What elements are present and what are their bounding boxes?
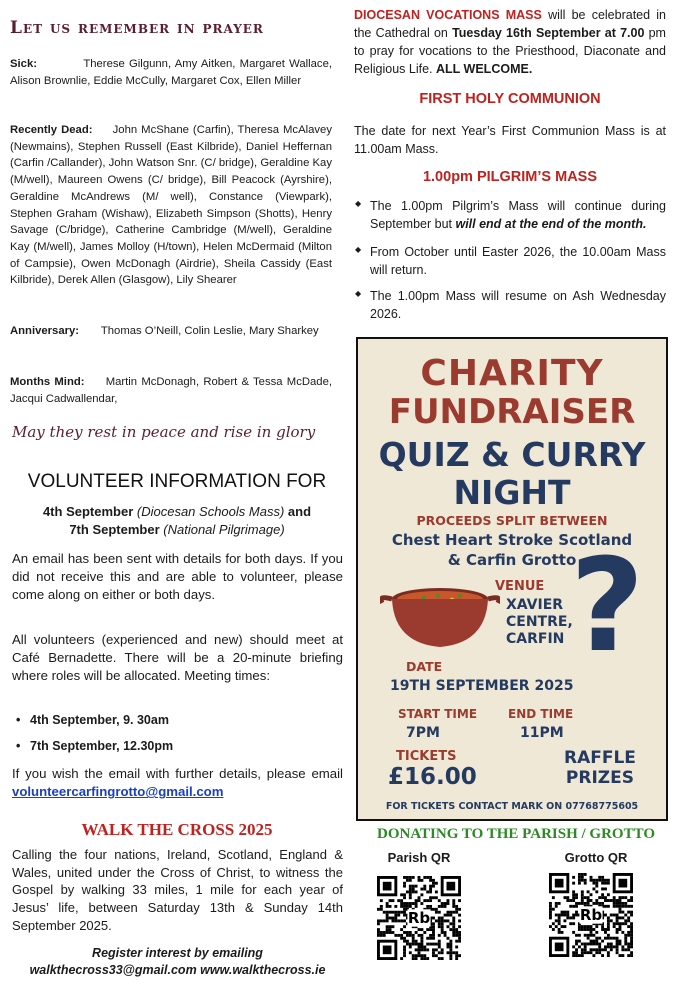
pilgrim-bullet-2: ◆ From October until Easter 2026, the 10.00am Mass will return. (370, 243, 666, 279)
walk-cross-body: Calling the four nations, Ireland, Scotland, England & Wales, united under the Cross of Christ, to witness the Gospel by walking 33 miles, 1 mile for each year of Jesus’ life, between Saturday 13th & Sunday 14th September 2025. (12, 847, 343, 933)
sick-list (10, 56, 332, 89)
poster-raffle-line-2: PRIZES (565, 767, 634, 788)
volunteer-para-3 (12, 765, 343, 801)
anniversary-label: Anniversary: (10, 325, 80, 337)
volunteer-date-2-note: (National Pilgrimage) (163, 522, 285, 538)
poster-date-label: DATE (406, 659, 443, 674)
first-communion-heading: FIRST HOLY COMMUNION (419, 91, 601, 107)
question-mark-graphic: ? (570, 532, 645, 681)
recently-dead-names: John McShane (Carfin), Theresa McAlavey (Newmains), Stephen Russell (East Kilbride), Daniel Heffernan (Carfin /Callander), John Watson Snr. (C/ bridge), Geraldine Kay (M/well), Maureen Owens (C/ bridge), Bill Peacock (Ayrshire), Geraldine McAndrews (M/ well), Constance (Viewpark), Stephen Graham (Wishaw), Elizabeth Simpson (Shotts), Henry Savage (C/bridge), Catherine Cambridge (M/well), Geraldine Kay (M/well), James Molloy (H/town), Helen McDermaid (Milton of Campsie), Owen McDonagh (Airdrie), Sheila Cassidy (East Kilbride), Derek Allen (Glasgow), Lily Shearer (10, 124, 332, 287)
poster-raffle-line-1: RAFFLE (564, 748, 636, 768)
vocations-text-1: will be celebrated in the Cathedral on (354, 8, 666, 40)
meeting-time-1: • 4th September, 9. 30am (30, 713, 169, 727)
recently-dead-list (10, 122, 332, 289)
anniversary-list (10, 323, 332, 340)
poster-raffle (564, 749, 636, 788)
walk-register-line-2: walkthecross33@gmail.com www.walkthecross.ie (29, 962, 326, 977)
poster-proceeds: PROCEEDS SPLIT BETWEEN (416, 513, 608, 528)
volunteer-email-link[interactable]: volunteercarfingrotto@gmail.com (12, 784, 224, 800)
poster-tickets-label: TICKETS (396, 749, 457, 764)
fundraiser-poster (356, 337, 668, 821)
months-mind-label: Months Mind: (10, 376, 85, 388)
anniversary-names: Thomas O’Neill, Colin Leslie, Mary Sharkey (100, 325, 319, 337)
poster-quiz-curry: QUIZ & CURRY (378, 435, 646, 474)
walk-register-line-1: Register interest by emailing (92, 946, 263, 960)
poster-night: NIGHT (453, 473, 571, 512)
vocations-welcome: ALL WELCOME. (436, 62, 533, 76)
vocations-text-2: pm to pray for vocations to the Priesthood, Diaconate and Religious Life. (354, 26, 666, 76)
poster-venue-line-2: CENTRE, (506, 614, 573, 631)
sick-label: Sick: (10, 58, 38, 70)
poster-venue-label: VENUE (495, 579, 545, 594)
poster-start-label: START TIME (398, 707, 478, 721)
poster-charity: CHARITY (420, 353, 604, 394)
volunteer-dates (10, 503, 344, 539)
grotto-qr-code[interactable] (549, 873, 633, 957)
walk-cross-heading: WALK THE CROSS 2025 (81, 820, 273, 839)
pilgrim-bullet-3: ◆ The 1.00pm Mass will resume on Ash Wednesday 2026. (370, 287, 666, 323)
sick-names: Therese Gilgunn, Amy Aitken, Margaret Wallace, Alison Brownlie, Eddie McCully, Margaret Cox, Ellen Miller (10, 58, 332, 87)
poster-venue-line-1: XAVIER (506, 597, 564, 613)
grotto-qr-label: Grotto QR (564, 850, 628, 865)
vocations-title: DIOCESAN VOCATIONS MASS (354, 8, 542, 22)
poster-venue (506, 597, 573, 648)
poster-venue-line-3: CARFIN (506, 631, 565, 648)
parish-qr-code[interactable] (377, 876, 461, 960)
volunteer-heading: VOLUNTEER INFORMATION FOR (27, 471, 327, 492)
months-mind-names: Martin McDonagh, Robert & Tessa McDade, Jacqui Cadwallendar, (10, 376, 332, 405)
walk-register (12, 945, 343, 978)
curry-pot-icon (380, 585, 500, 655)
pilgrim-mass-heading: 1.00pm PILGRIM’S MASS (422, 169, 598, 185)
volunteer-date-1-note: (Diocesan Schools Mass) (136, 504, 285, 519)
parish-qr-label: Parish QR (387, 850, 451, 865)
volunteer-and: and (287, 504, 312, 519)
vocations-date: Tuesday 16th September at 7.00 (452, 26, 645, 40)
prayer-heading: Let us remember in prayer (10, 18, 264, 38)
poster-start-time: 7PM (406, 725, 440, 741)
qr-center-logo: Rb (407, 908, 431, 927)
poster-fundraiser: FUNDRAISER (388, 392, 636, 432)
volunteer-para-2: All volunteers (experienced and new) should meet at Café Bernadette. There will be a 20-minute briefing where roles will be allocated. Meeting times: (12, 632, 343, 684)
volunteer-para-1: An email has been sent with details for both days. If you did not receive this and are able to volunteer, please come along on either or both days. (12, 551, 343, 603)
poster-charity-2: & Carfin Grotto (447, 551, 577, 569)
rest-in-peace-line: May they rest in peace and rise in glory (12, 423, 316, 441)
volunteer-date-1: 4th September (42, 504, 134, 519)
qr-center-logo: Rb (579, 905, 603, 924)
months-mind-list (10, 374, 332, 407)
pilgrim-bullet-1-text: The 1.00pm Pilgrim’s Mass will continue during September but (370, 199, 666, 231)
donate-heading: DONATING TO THE PARISH / GROTTO (377, 826, 655, 842)
poster-end-label: END TIME (508, 707, 574, 721)
poster-end-time: 11PM (520, 725, 564, 741)
poster-price: £16.00 (388, 764, 477, 790)
pilgrim-bullet-1 (370, 197, 666, 233)
volunteer-para-3-text: If you wish the email with further details, please email (12, 766, 343, 781)
first-communion-text: The date for next Year’s First Communion Mass is at 11.00am Mass. (354, 124, 666, 156)
vocations-notice (354, 6, 666, 78)
poster-charity-1: Chest Heart Stroke Scotland (391, 531, 633, 549)
poster-contact: FOR TICKETS CONTACT MARK ON 07768775605 (385, 801, 639, 812)
meeting-time-2: • 7th September, 12.30pm (30, 739, 173, 753)
volunteer-date-2: 7th September (69, 522, 160, 538)
poster-date: 19TH SEPTEMBER 2025 (390, 678, 574, 694)
pilgrim-bullet-1-emphasis: will end at the end of the month. (455, 217, 647, 231)
recently-dead-label: Recently Dead: (10, 124, 93, 136)
